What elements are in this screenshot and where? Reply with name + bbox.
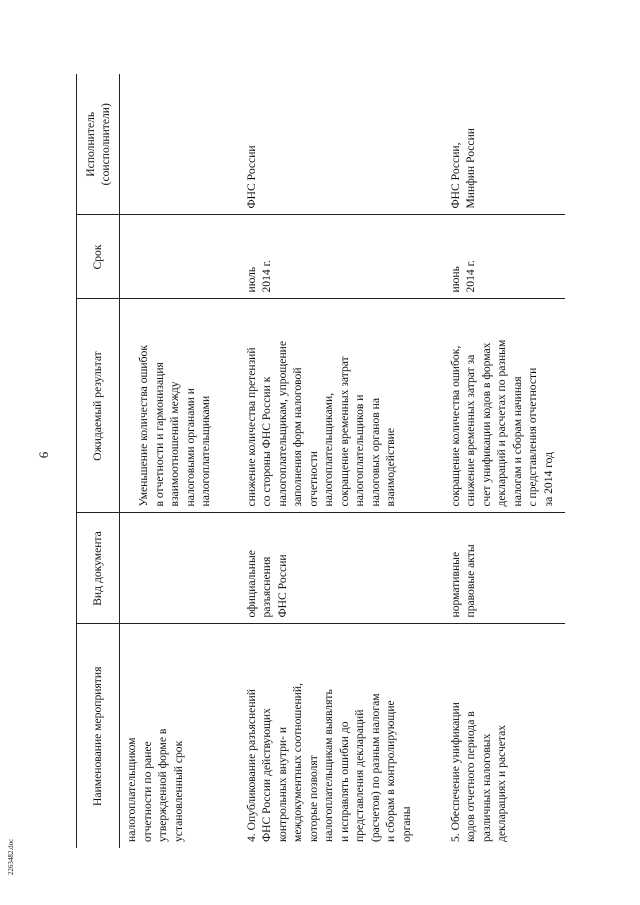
header-measure-name: Наименование мероприятия (77, 624, 120, 848)
cell-measure-name: 5. Обеспечение унификации кодов отчетного периода в различных налоговых декларациях и расчетах (448, 702, 508, 842)
cell-expected-result: Уменьшение количества ошибок в отчетности и гармонизация взаимоотношений между налоговыми органами и налогоплательщиками (120, 299, 226, 513)
table-row (120, 74, 226, 848)
header-executor: Исполнитель (соисполнители) (77, 74, 120, 215)
cell-deadline: июнь 2014 г. (430, 215, 565, 299)
cell-measure-name: налогоплательщиком отчетности по ранее утвержденной форме в установленный срок (125, 728, 185, 842)
cell-executor: ФНС России (226, 74, 430, 215)
page-number: 6 (36, 451, 51, 459)
header-document-type: Вид документа (77, 513, 120, 624)
measures-table (76, 74, 565, 848)
table-row (226, 74, 430, 848)
cell-measure-name: 4. Опубликование разъяснений ФНС России действующих контрольных внутри- и междокументных соотношений, которые позволят налогоплательщикам выявлять и исправлять ошибки до представления деклараций (расчетов) по разным налогам и сборам в контролирующие органы (244, 683, 413, 842)
cell-document-type: официальные разъяснения ФНС России (226, 513, 430, 624)
document-code: 2263482.doc (7, 838, 15, 876)
rotated-table-container (76, 74, 622, 848)
cell-executor: ФНС России, Минфин России (430, 74, 565, 215)
table-row (430, 74, 565, 848)
cell-executor (120, 74, 226, 215)
header-deadline: Срок (77, 215, 120, 299)
table-header-row (77, 74, 120, 848)
cell-document-type (120, 513, 226, 624)
cell-deadline (120, 215, 226, 299)
cell-document-type: нормативные правовые акты (430, 513, 565, 624)
header-expected-result: Ожидаемый результат (77, 299, 120, 513)
cell-deadline: июль 2014 г. (226, 215, 430, 299)
cell-expected-result: снижение количества претензий со стороны ФНС России к налогоплательщикам, упрощение заполнения форм налоговой отчетности налогоплательщиками, сокращение временных затрат налогоплательщиков и налоговых органов на взаимодействие (226, 299, 430, 513)
cell-expected-result: сокращение количества ошибок, снижение временных затрат за счет унификации кодов в формах деклараций и расчетах по разным налогам и сборам начиная с представления отчетности за 2014 год (430, 299, 565, 513)
